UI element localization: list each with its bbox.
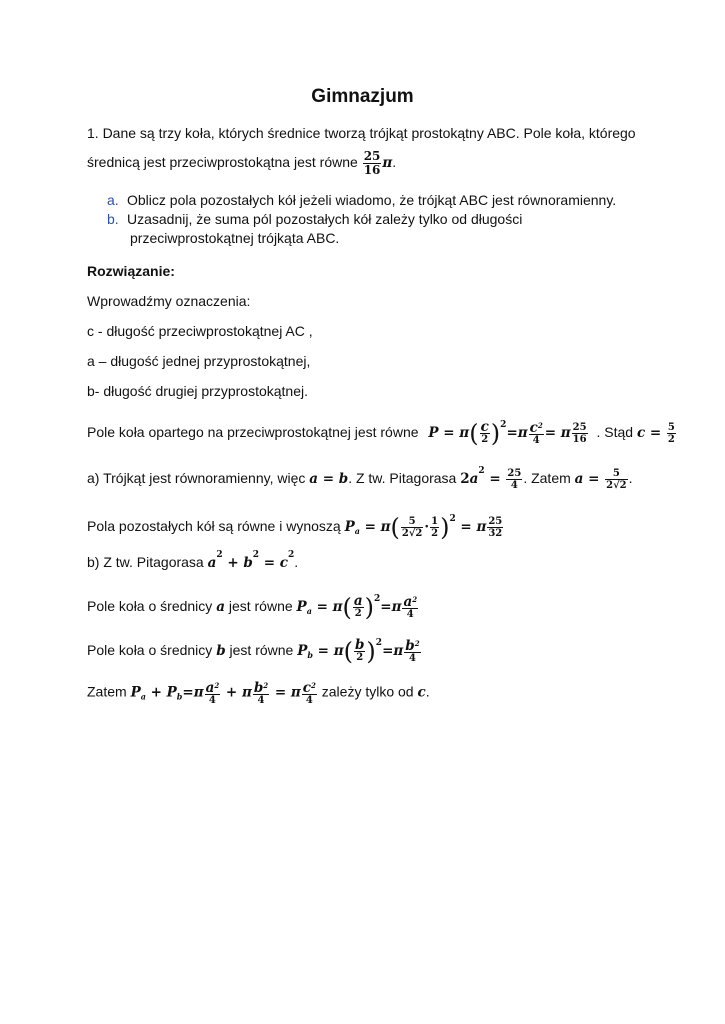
solution-heading: Rozwiązanie: — [87, 263, 175, 279]
solution-intro: Wprowadźmy oznaczenia: — [87, 293, 251, 309]
isosceles-line: a) Trójkąt jest równoramienny, więc a = b. Z tw. Pitagorasa $2a^2$ = $\frac{25}{4}$ . Zatem a = $\frac{5}{2√2}$ . — [87, 466, 633, 491]
problem-line-2: średnicą jest przeciwprostokątna jest równe $\frac{25}{16}$ π. — [87, 149, 397, 177]
remaining-areas-line: Pola pozostałych kół są równe i wynoszą $P_a = \pi$( $\frac{5}{2√2}$ · $\frac{1}{2}$ )$^2$ = π $\frac{25}{32}$ — [87, 513, 503, 542]
fraction-25-16: $\frac{25}{16}$ — [363, 149, 381, 177]
task-b: b. Uzasadnij, że suma pól pozostałych kół zależy tylko od długości — [107, 211, 523, 227]
conclusion-line: Zatem $P_a + P_b=\pi$ $a^2$ 4 + π $b^2$ 4 = π $c^2$ 4 zależy tylko od c. — [87, 680, 430, 706]
hypotenuse-circle-area-line: Pole koła opartego na przeciwprostokątnej jest równe P = π( c 2 )$^2$=π $c^2$ 4 = π $\frac{25}{16}$ . Stąd c = $\frac{5}{2}$ — [87, 418, 675, 448]
task-b-continuation: przeciwprostokątnej trójkąta ABC. — [130, 230, 340, 246]
definition-c: c - długość przeciwprostokątnej AC , — [87, 323, 313, 339]
page-title: Gimnazjum — [311, 86, 414, 107]
circle-a-area-line: Pole koła o średnicy a jest równe $P_a = \pi$( a 2 )$^2$=π $a^2$ 4 — [87, 592, 418, 622]
task-a: a. Oblicz pola pozostałych kół jeżeli wiadomo, że trójkąt ABC jest równoramienny. — [107, 192, 617, 208]
definition-b: b- długość drugiej przyprostokątnej. — [87, 383, 309, 399]
definition-a: a – długość jednej przyprostokątnej, — [87, 353, 311, 369]
problem-line-1: 1. Dane są trzy koła, których średnice tworzą trójkąt prostokątny ABC. Pole koła, którego — [87, 125, 636, 141]
formula-p: P = π( c 2 )$^2$=π $c^2$ 4 = π $\frac{25}{16}$ — [428, 418, 587, 448]
pythagoras-line: b) Z tw. Pitagorasa $a^2 + b^2 = c^2$. — [87, 550, 299, 571]
circle-b-area-line: Pole koła o średnicy b jest równe $P_b = \pi$( b 2 )$^2$=π $b^2$ 4 — [87, 636, 420, 666]
